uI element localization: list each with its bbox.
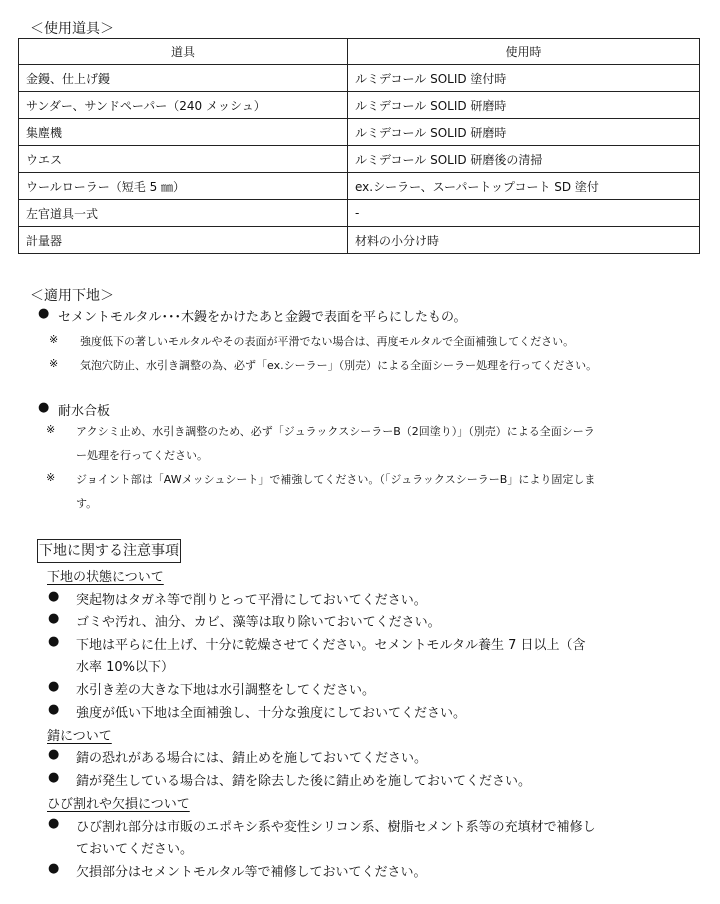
table-row (19, 92, 700, 119)
bullet-icon: ● (48, 747, 60, 762)
crack-item-cont: ておいてください。 (76, 842, 194, 857)
usage-cell: 材料の小分け時 (348, 227, 700, 254)
plywood-note-2-cont: す。 (76, 497, 98, 510)
bullet-icon: ● (48, 702, 60, 717)
plywood-note-1-cont: ー処理を行ってください。 (76, 449, 208, 462)
header-tool: 道具 (19, 39, 348, 65)
note-mark: ※ (49, 357, 59, 370)
bullet-icon: ● (48, 770, 60, 785)
tool-cell: ウエス (19, 146, 348, 173)
rust-item: 錆が発生している場合は、錆を除去した後に錆止めを施しておいてください。 (76, 774, 532, 789)
crack-item: ひび割れ部分は市販のエポキシ系や変性シリコン系、樹脂セメント系等の充填材で補修し (76, 820, 596, 835)
tool-cell: サンダー、サンドペーパー（240 メッシュ） (19, 92, 348, 119)
tools-section-title: ＜使用道具＞ (30, 21, 114, 37)
substrate-item-mortar: セメントモルタル･･･木鏝をかけたあと金鏝で表面を平らにしたもの。 (58, 310, 467, 325)
bullet-icon: ● (48, 611, 60, 626)
mortar-note-2: 気泡穴防止、水引き調整の為、必ず「ex.シーラー」（別売）による全面シーラー処理を行ってください。 (80, 359, 598, 372)
condition-item: 突起物はタガネ等で削りとって平滑にしておいてください。 (76, 593, 427, 608)
tool-cell: 計量器 (19, 227, 348, 254)
note-mark: ※ (46, 471, 56, 484)
bullet-icon: ● (48, 861, 60, 876)
mortar-note-1: 強度低下の著しいモルタルやその表面が平滑でない場合は、再度モルタルで全面補強してください。 (80, 335, 575, 348)
tool-cell: ウールローラー（短毛 5 ㎜） (19, 173, 348, 200)
condition-item: 強度が低い下地は全面補強し、十分な強度にしておいてください。 (76, 706, 467, 721)
group-heading-condition: 下地の状態について (47, 570, 164, 585)
condition-item: ゴミや汚れ、油分、カビ、藻等は取り除いておいてください。 (76, 615, 441, 630)
plywood-note-1: アクシミ止め、水引き調整のため、必ず「ジュラックスシーラーB（2回塗り）」（別売）による全面シーラ (76, 425, 595, 438)
table-row (19, 227, 700, 254)
bullet-icon: ● (48, 816, 60, 831)
tool-cell: 金鏝、仕上げ鏝 (19, 65, 348, 92)
usage-cell: ex.シーラー、スーパートップコート SD 塗付 (348, 173, 700, 200)
crack-item: 欠損部分はセメントモルタル等で補修しておいてください。 (76, 865, 427, 880)
substrate-item-plywood: 耐水合板 (58, 404, 111, 419)
precautions-title: 下地に関する注意事項 (37, 539, 181, 563)
tools-table (18, 38, 700, 254)
bullet-icon: ● (48, 634, 60, 649)
condition-item: 下地は平らに仕上げ、十分に乾燥させてください。セメントモルタル養生 7 日以上（含 (76, 638, 586, 653)
note-mark: ※ (49, 333, 59, 346)
group-heading-rust: 錆について (47, 729, 112, 744)
note-mark: ※ (46, 423, 56, 436)
condition-item: 水引き差の大きな下地は水引調整をしてください。 (76, 683, 376, 698)
tool-cell: 集塵機 (19, 119, 348, 146)
table-row (19, 65, 700, 92)
table-row (19, 146, 700, 173)
usage-cell: - (348, 200, 700, 227)
table-header-row (19, 39, 700, 65)
condition-item-cont: 水率 10%以下） (76, 660, 175, 675)
bullet-icon: ● (48, 589, 60, 604)
table-row (19, 200, 700, 227)
rust-item: 錆の恐れがある場合には、錆止めを施しておいてください。 (76, 751, 428, 766)
bullet-icon: ● (38, 400, 50, 415)
bullet-icon: ● (38, 306, 50, 321)
group-heading-cracks: ひび割れや欠損について (47, 797, 190, 812)
header-usage: 使用時 (348, 39, 700, 65)
bullet-icon: ● (48, 679, 60, 694)
table-row (19, 173, 700, 200)
substrate-section-title: ＜適用下地＞ (30, 288, 114, 304)
table-row (19, 119, 700, 146)
usage-cell: ルミデコール SOLID 研磨後の清掃 (348, 146, 700, 173)
usage-cell: ルミデコール SOLID 研磨時 (348, 119, 700, 146)
usage-cell: ルミデコール SOLID 塗付時 (348, 65, 700, 92)
tool-cell: 左官道具一式 (19, 200, 348, 227)
usage-cell: ルミデコール SOLID 研磨時 (348, 92, 700, 119)
plywood-note-2: ジョイント部は「AWメッシュシート」で補強してください。（「ジュラックスシーラーB」により固定しま (76, 473, 596, 486)
